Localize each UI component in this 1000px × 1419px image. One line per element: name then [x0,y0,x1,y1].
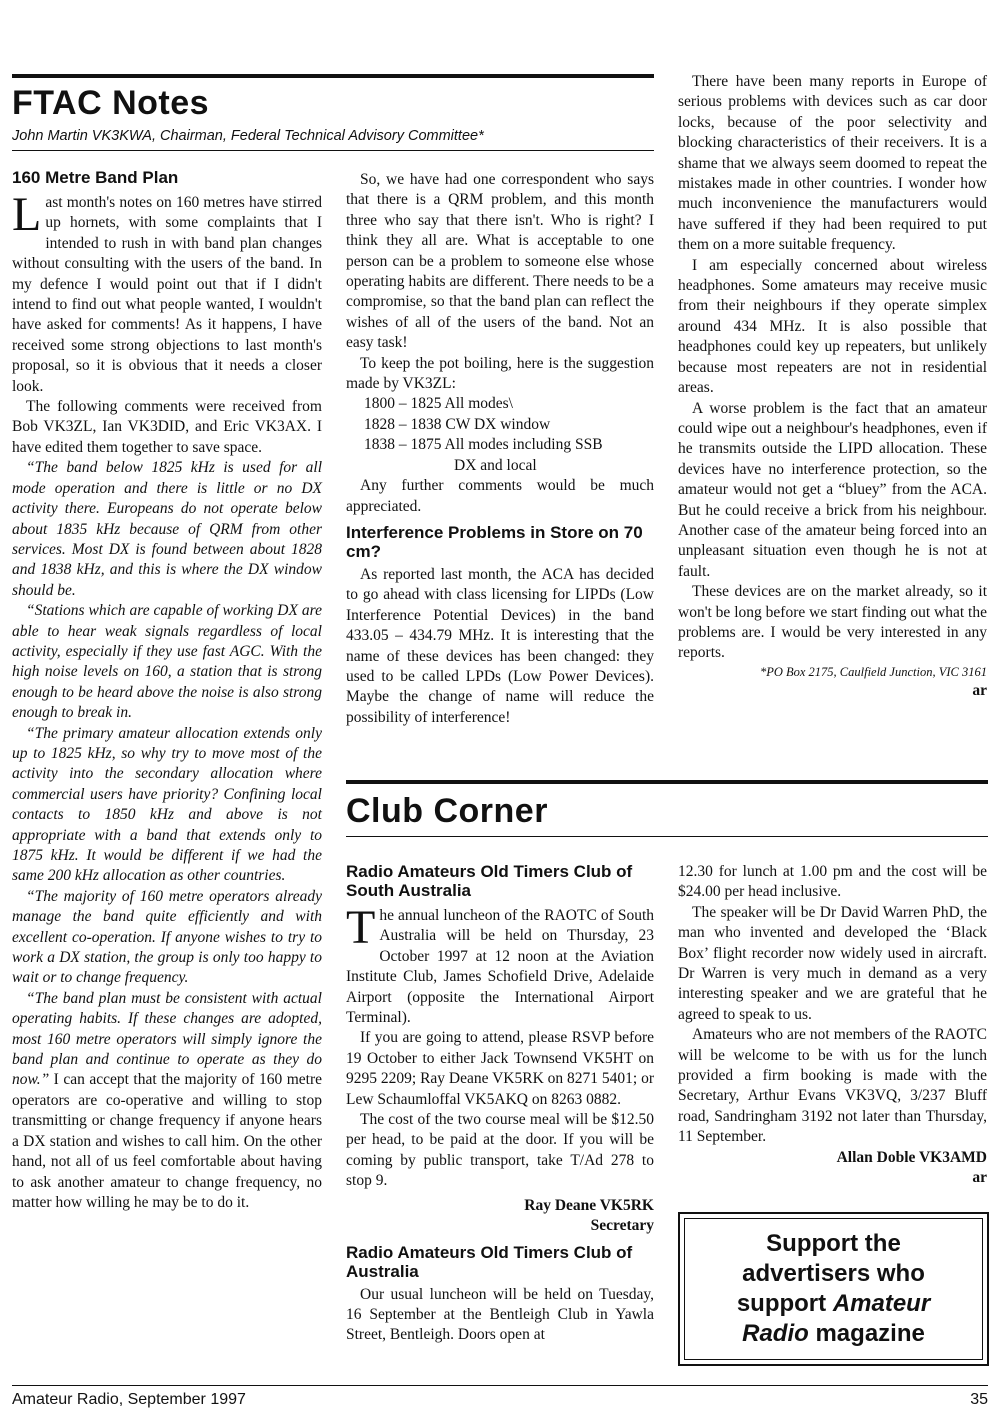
paragraph: “The band plan must be consistent with actual operating habits. If these changes are adopted, most 160 metre operators will simply ignore the band plan and continue to operate as they do now.” I can accept that the majority of 160 metre operators are co-operative and willing to stop transmitting or change frequency if anyone hears a DX station and wishes to call him. On the other hand, not all of us feel comfortable about having to ask another amateur to change frequency, no matter how willing he may be to do it. [12,989,322,1211]
paragraph: The cost of the two course meal will be $12.50 per head, to be paid at the door. If you will be coming by public transport, take T/Ad 278 to stop 9. [346,1111,654,1190]
paragraph: So, we have had one correspondent who says that there is a QRM problem, and this month three who say that there isn't. Who is right? I think they all are. What is acceptable to one person can be a problem to someone else whose operating habits are different. There needs to be a compromise, so that the band plan can reflect the wishes of all of the users of the band. Not an easy task! [346,171,654,352]
advert-line: Radio magazine [742,1320,925,1347]
page-number: 35 [970,1391,988,1408]
byline: John Martin VK3KWA, Chairman, Federal Technical Advisory Committee* [12,128,484,144]
advert-box [678,1212,989,1366]
address-note: *PO Box 2175, Caulfield Junction, VIC 3161 [759,664,987,679]
end-mark: ar [972,1169,987,1187]
paragraph: There have been many reports in Europe of serious problems with devices such as car door locks, because of the poor selectivity and blocking characteristics of their receivers. It is a shame that we always seem doomed to repeat the mistakes made in other countries. I wonder how much inconvenience the manufacturers would have suffered if they had been required to put them on a more suitable frequency. [678,73,987,254]
paragraph: A worse problem is the fact that an amateur could wipe out a neighbour's headphones, even if he transmits outside the LIPD allocation. These devices have no interference protection, so the amateur would not get a “bluey” from the ACA. But he could receive a brick from his neighbour. Another case of the amateur being forced into an unpleasant situation even though he is not at fault. [678,399,987,580]
paragraph: These devices are on the market already, so it won't be long before we start finding out what the problems are. I would be very interested in any reports. [678,583,987,662]
paragraph: The following comments were received from Bob VK3ZL, Ian VK3DID, and Eric VK3AX. I have edited them together to save space. [12,398,322,456]
paragraph: I am especially concerned about wireless headphones. Some amateurs may receive music from their neighbours if they operate simplex around 434 MHz. It is also possible that headphones could key up repeaters, but unlikely because most repeaters are not in residential areas. [678,256,987,397]
paragraph: Amateurs who are not members of the RAOTC will be welcome to be with us for the lunch provided a firm booking is made with the Secretary, Arthur Evans VK3VQ, 3/237 Bluff road, Sandringham 3192 not later than Thursday, 11 September. [678,1026,987,1146]
paragraph: Our usual luncheon will be held on Tuesday, 16 September at the Bentleigh Club in Yawla Street, Bentleigh. Doors open at [346,1285,654,1344]
ftac-column-2 [346,170,654,728]
signature-title: Secretary [590,1217,654,1235]
club-title-rule [346,836,988,837]
footer-rule [12,1385,988,1386]
paragraph: The annual luncheon of the RAOTC of South Australia will be held on Thursday, 23 October 1997 at 12 noon at the Aviation Institute Club, James Schofield Drive, Adelaide Airport (opposite the International Airport Terminal). [346,901,654,1027]
band-plan-item: 1838 – 1875 All modes including SSB [364,436,603,454]
club-column-1 [346,862,654,1346]
club-title: Club Corner [346,792,548,830]
drop-cap: T [346,901,376,954]
club-heading: Radio Amateurs Old Timers Club of Australia [346,1242,633,1281]
paragraph: Any further comments would be much appreciated. [346,477,654,515]
drop-cap: L [12,188,42,241]
ftac-column-1 [12,168,322,1213]
section-heading: Interference Problems in Store on 70 cm? [346,522,643,561]
club-heading: Radio Amateurs Old Timers Club of South Australia [346,862,633,900]
footer-left: Amateur Radio, September 1997 [12,1391,246,1408]
band-plan-item: DX and local [454,456,537,474]
band-plan-item: 1800 – 1825 All modes\ [364,395,513,413]
band-plan-list [346,394,654,476]
advert-line: Support the [766,1230,901,1257]
band-plan-item: 1828 – 1838 CW DX window [364,415,551,433]
paragraph: Last month's notes on 160 metres have stirred up hornets, with some complaints that I intended to rush in with band plan changes without consulting with the users of the band. In my defence I would point out that if I didn't intend to find out what people wanted, I wouldn't have asked for comments! As it happens, I have received some strong objections to last month's proposal, so it is obvious that it needs a closer look. [12,188,322,395]
paragraph: 12.30 for lunch at 1.00 pm and the cost will be $24.00 per head inclusive. [678,863,987,901]
club-rule [346,780,988,784]
advert-text [684,1218,983,1360]
advert-line: support Amateur [736,1290,931,1317]
signature: Ray Deane VK5RK [524,1196,654,1214]
byline-rule [12,150,654,151]
paragraph: To keep the pot boiling, here is the suggestion made by VK3ZL: [346,354,654,393]
section-heading: 160 Metre Band Plan [12,168,179,187]
ftac-column-3 [678,72,987,701]
paragraph: The speaker will be Dr David Warren PhD, the man who invented and developed the ‘Black Box’ flight recorder now widely used in aircraft. Dr Warren is very much in demand as a very interesting speaker and we are grateful that he agreed to speak to us. [678,903,987,1023]
advert-line: advertisers who [742,1260,925,1287]
quote-paragraph: “The primary amateur allocation extends only up to 1825 kHz, so why try to move most of the activity into the secondary allocation where commercial users have priority? Confining local contacts to 1850 kHz and above is not appropriate with a band that extends only to 1875 kHz. It would be different if we had the same 200 kHz allocation as other countries. [12,724,322,885]
quote-paragraph: “The majority of 160 metre operators already manage the band quite efficiently and with excellent co-operation. If anyone wishes to try to work a DX station, the group is only too happy to wait or to change frequency. [12,887,322,987]
end-mark: ar [972,681,987,699]
signature: Allan Doble VK3AMD [836,1148,987,1166]
club-column-2 [678,862,987,1189]
paragraph: As reported last month, the ACA has decided to go ahead with class licensing for LIPDs (Low Interference Potential Devices) in the band 433.05 – 434.79 MHz. It is interesting that the name of these devices has been changed: they used to be called LPDs (Low Power Devices). Maybe the change of name will reduce the possibility of interference! [346,565,654,726]
quote-paragraph: “Stations which are capable of working DX are able to hear weak signals regardless of local activity, especially if they use fast AGC. With the high noise levels on 160, a station that is strong enough to be heard above the noise is also strong enough to break in. [12,602,322,722]
page-title: FTAC Notes [12,84,210,122]
top-rule [12,74,654,78]
paragraph: If you are going to attend, please RSVP before 19 October to either Jack Townsend VK5HT on 9295 2209; Ray Deane VK5RK on 8271 5401; or Lew Schaumloffal VK5AKQ on 8263 0882. [346,1029,654,1108]
quote-paragraph: “The band below 1825 kHz is used for all mode operation and there is little or no DX activity there. Europeans do not operate below about 1835 kHz because of QRM from other services. Most DX is found between about 1828 and 1838 kHz, and this is where the DX window should be. [12,459,322,599]
